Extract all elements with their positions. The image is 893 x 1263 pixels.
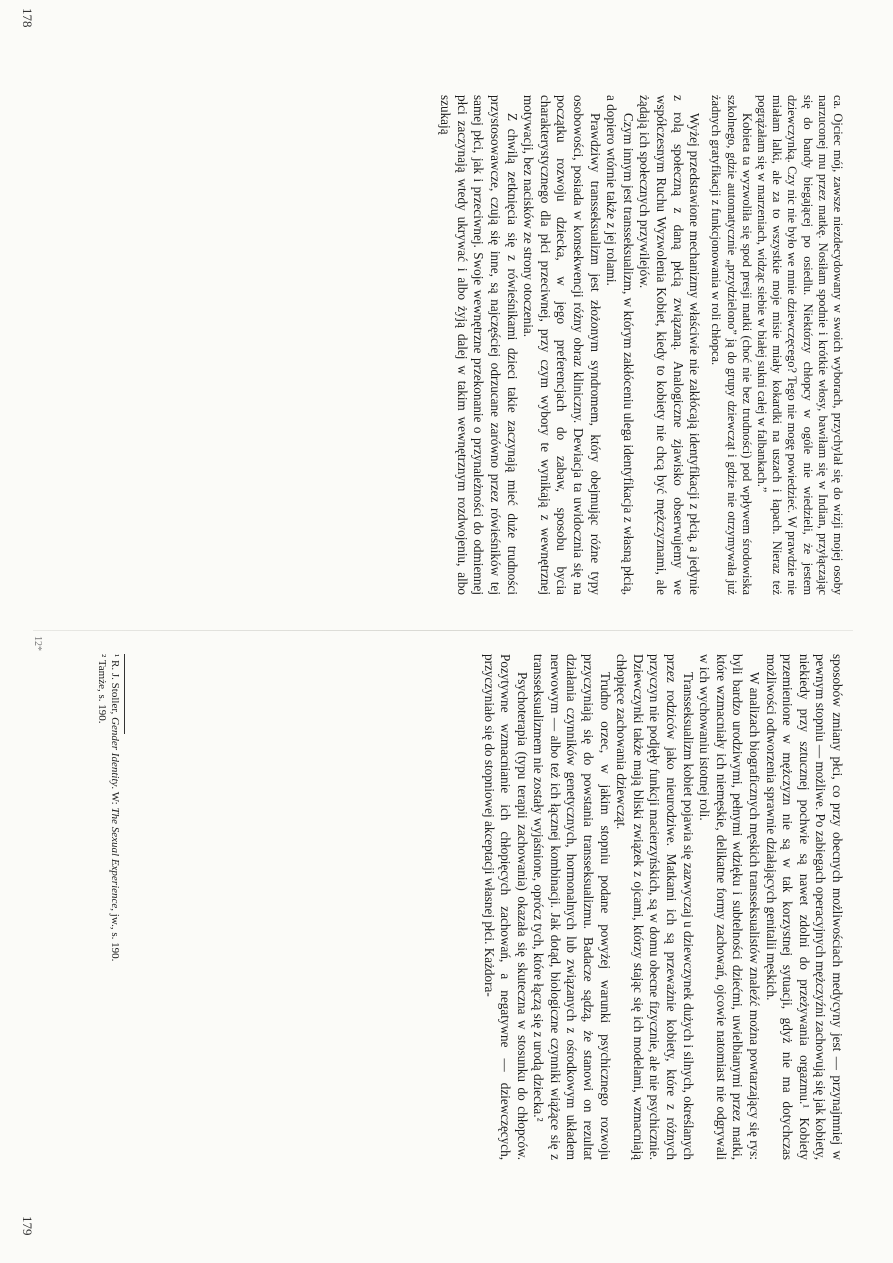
footnotes xyxy=(95,654,121,1160)
footnote-rule xyxy=(124,654,125,734)
body-paragraph: Czym innym jest transseksualizm, w którym zakłóceniu ulega identyfikacja z własną płcią, a dopiero wtórnie także z jej rolami. xyxy=(604,95,636,595)
footnote-2: ² Tamże, s. 190. xyxy=(96,654,108,724)
body-paragraph: W analizach biograficznych męskich transseksualistów znaleźć można powtarzający się rys: byli bardzo urodziwymi, pełnymi wdzięku i subtelności dziećmi, uwielbianymi przez matki, które wzmacniały ich niemęskie, delikatne formy zachowań, ojcowie natomiast nie odgrywali w ich wychowaniu istotnej roli. xyxy=(697,654,763,1160)
quote-paragraph: ca. Ojciec mój, zawsze niezdecydowany w swoich wyborach, przychylał się do wizji mojej osoby narzuconej mu przez matkę. Nosiłam spodnie i krótkie włosy, bawiłam się w Indian, przyłączając się do bandy biegającej po osiedlu. Niektórzy chłopcy w ogóle nie wiedzieli, że jestem dziewczynką. Czy nic nie było we mnie dziewczęcego? Tego nie mogę powiedzieć. W prawdzie nie miałam lalki, ale za to wszystkie moje misie miały kokardki na uszach i łapach. Nieraz też pogrążałam się w marzeniach, widząc siebie w białej sukni całej w falbankach.” xyxy=(754,95,845,595)
footnote-pages: , jw., s. 190. xyxy=(109,908,121,962)
quote-paragraph: Kobieta ta wyzwoliła się spod presji matki (choć nie bez trudności) pod wpływem środowiska szkolnego, gdzie automatycznie „przydzielono” ją do grupy dziewcząt i gdzie nie otrzymywała już żadnych gratyfikacji z funkcjonowania w roli chłopca. xyxy=(709,95,754,595)
footnote-title: Gender Identity xyxy=(109,717,121,787)
left-page xyxy=(0,0,893,625)
body-paragraph: Z chwilą zetknięcia się z rówieśnikami dzieci takie zaczynają mieć duże trudności przystosowawcze, czują się inne, są najczęściej odrzucane zarówno przez rówieśników tej samej płci, jak i przeciwnej. Swoje wewnętrzne przekonanie o przynależności do odmiennej płci zaczynają wtedy ukrywać i albo żyją dalej w takim wewnętrznym rozdwojeniu, albo szukają xyxy=(438,95,520,595)
body-paragraph: Psychoterapia (typu terapii zachowania) okazała się skuteczna w stosunku do chłopców. Pozytywne wzmacnianie ich chłopięcych zachowań, a negatywne — dziewczęcych, przyczyniało się do stopniowej akceptacji własnej płci. Każdora- xyxy=(481,654,530,1160)
body-paragraph: sposobów zmiany płci, co przy obecnych możliwościach medycyny jest — przynajmniej w pewnym stopniu — możliwe. Po zabiegach operacyjnych mężczyźni zachowują się jak kobiety, niekiedy przy sztucznej pochwie są nawet zdolni do przeżywania orgazmu.¹ Kobiety przemienione w mężczyzn nie są w tak korzystnej sytuacji, gdyż nie ma dotychczas możliwości odtworzenia sprawnie działających genitalii męskich. xyxy=(763,654,845,1160)
page-number: 179 xyxy=(20,1216,35,1236)
right-page xyxy=(0,640,893,1263)
left-text-column xyxy=(437,95,845,595)
body-paragraph: Wyżej przedstawione mechanizmy właściwie nie zakłócają identyfikacji z płcią, a jedynie z rolą społeczną z daną płcią związaną. Analogiczne zjawisko obserwujemy we współczesnym Ruchu Wyzwolenia Kobiet, kiedy to kobiety nie chcą być mężczyznami, ale żądają ich społecznych przywilejów. xyxy=(637,95,703,595)
right-text-column xyxy=(480,654,845,1160)
footnote-author: ¹ R. J. Stoller, xyxy=(109,654,121,718)
footnote-separator: . W: xyxy=(109,786,121,808)
book-gutter xyxy=(33,630,853,631)
footnote-1 xyxy=(108,654,121,1160)
signature-mark: 12* xyxy=(32,636,43,651)
body-paragraph: Prawdziwy transseksualizm jest złożonym syndromem, który obejmując różne typy osobowości, posiada w konsekwencji różny obraz kliniczny. Dewiacja ta uwidocznia się na początku rozwoju dziecka, w jego preferencjach do zabaw, sposobu bycia charakterystycznego dla płci przeciwnej, przy czym wybory te wynikają z wewnętrznej motywacji, bez nacisków ze strony otoczenia. xyxy=(521,95,603,595)
body-paragraph: Transseksualizm kobiet pojawia się zazwyczaj u dziewczynek dużych i silnych, określanych przez rodziców jako nieurodziwe. Matkami ich są przeważnie kobiety, które z różnych przyczyn nie podjęły funkcji macierzyńskich, są w domu obecne fizycznie, ale nie psychicznie. Dziewczynki także mają bliski związek z ojcami, którzy stając się ich modelami, wzmacniają chłopięce zachowania dziewcząt. xyxy=(614,654,696,1160)
footnote-book: The Sexual Experience xyxy=(109,807,121,909)
page-number: 178 xyxy=(20,8,35,28)
body-paragraph: Trudno orzec, w jakim stopniu podane powyżej warunki psychicznego rozwoju przyczyniają się do powstania transseksualizmu. Badacze sądzą, że stanowi on rezultat działania czynników genetycznych, hormonalnych lub związanych z ośrodkowym układem nerwowym — albo też ich łącznej kombinacji. Jak dotąd, biologiczne czynniki wiążące się z transseksualizmem nie zostały wyjaśnione, oprócz tych, które łączą się z urodą dziecka.² xyxy=(531,654,613,1160)
